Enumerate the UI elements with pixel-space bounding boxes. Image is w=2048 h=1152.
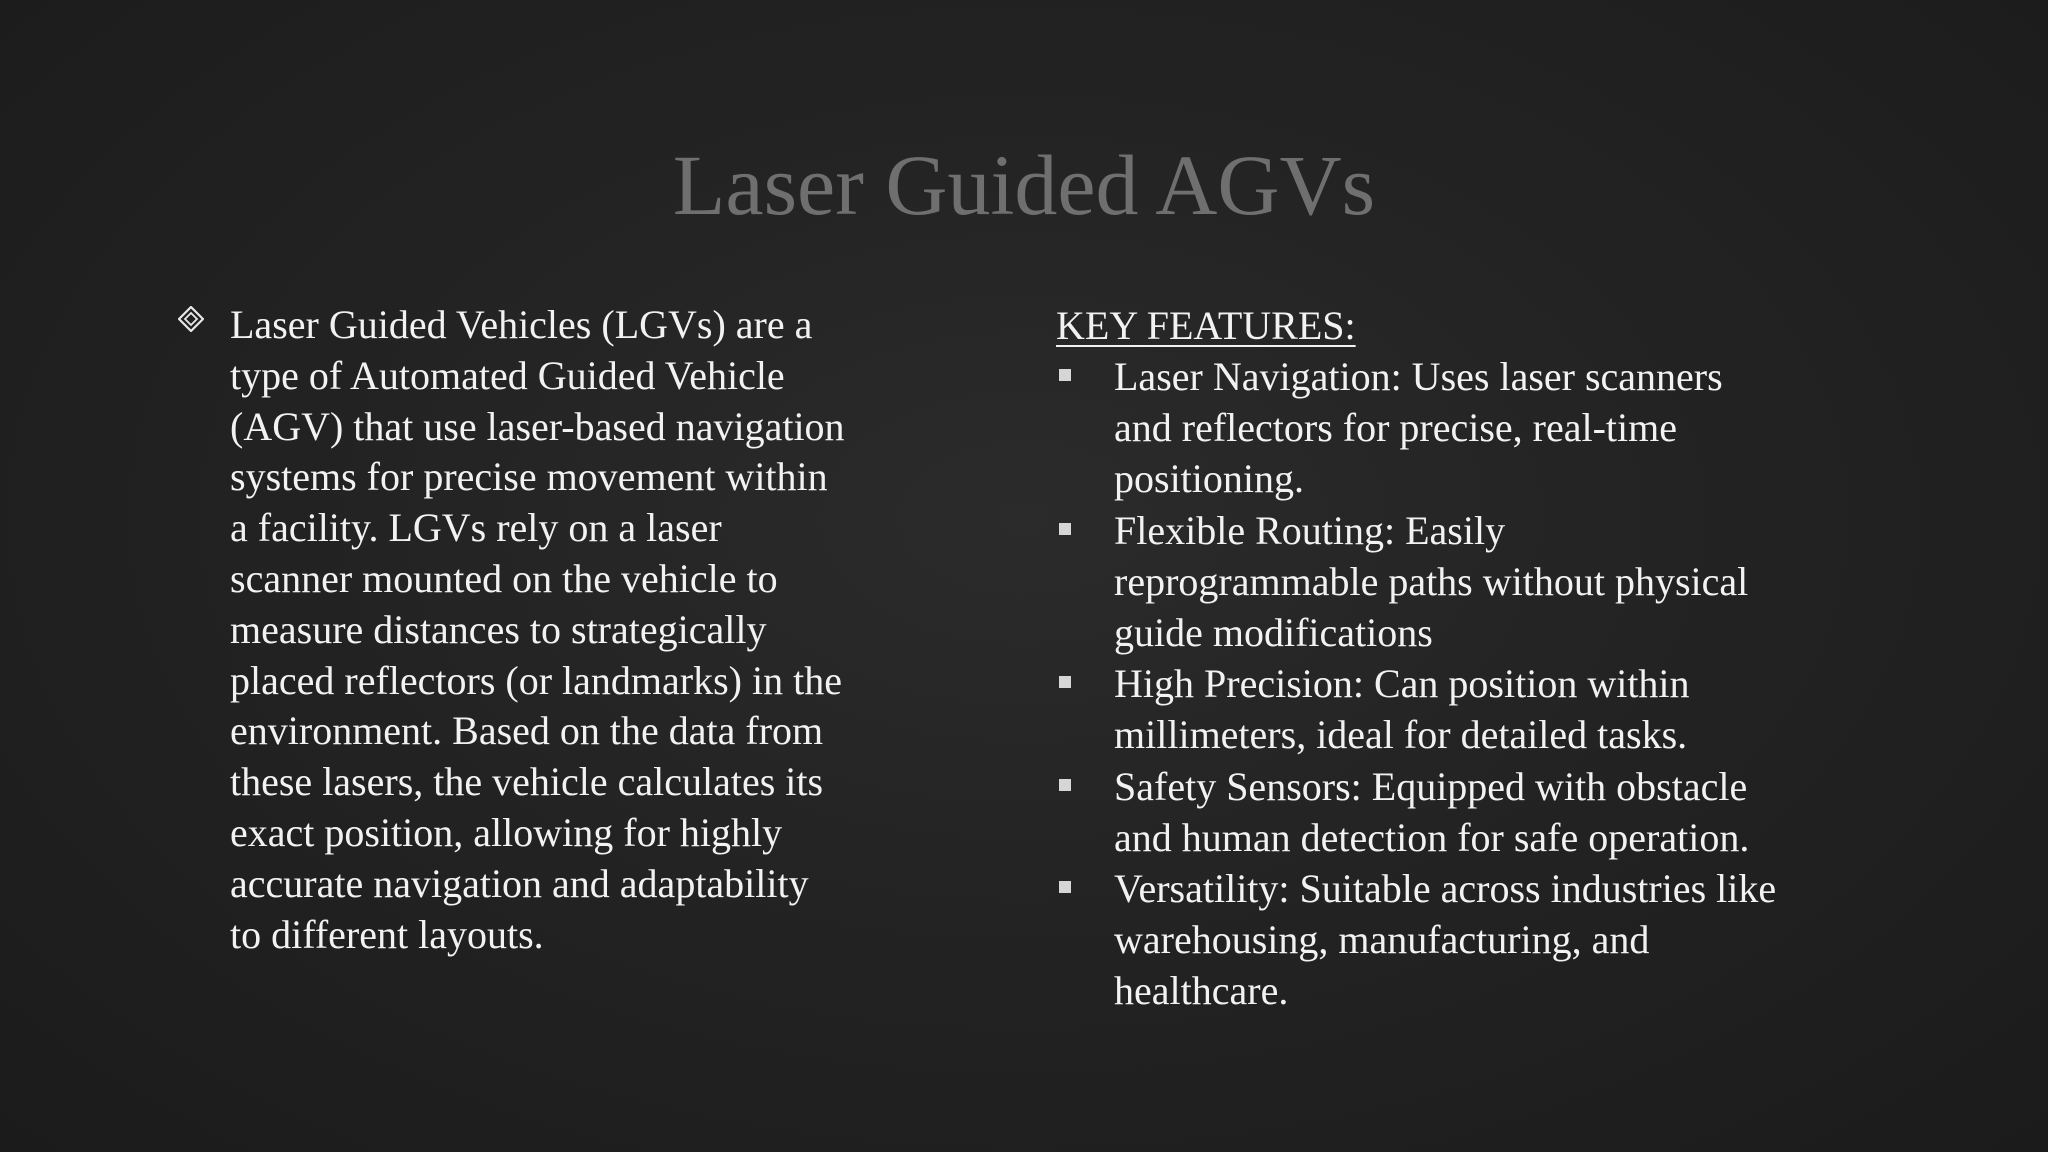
feature-line: healthcare. xyxy=(1114,968,1289,1014)
feature-line: Flexible Routing: Easily xyxy=(1114,507,1506,553)
square-bullet-icon xyxy=(1059,523,1071,535)
square-bullet-icon xyxy=(1059,369,1071,381)
description-line: environment. Based on the data from xyxy=(230,708,824,754)
description-line: these lasers, the vehicle calculates its xyxy=(230,759,824,805)
description-paragraph xyxy=(230,300,920,960)
description-line: type of Automated Guided Vehicle xyxy=(230,352,785,398)
feature-line: positioning. xyxy=(1114,456,1305,502)
feature-line: reprogrammable paths without physical xyxy=(1114,558,1749,604)
feature-line: High Precision: Can position within xyxy=(1114,661,1690,707)
description-line: Laser Guided Vehicles (LGVs) are a xyxy=(230,302,813,347)
feature-line: guide modifications xyxy=(1114,610,1433,656)
description-line: exact position, allowing for highly xyxy=(230,809,783,855)
feature-line: warehousing, manufacturing, and xyxy=(1114,917,1650,963)
features-column xyxy=(1056,300,1956,1017)
feature-list xyxy=(1056,351,1956,1017)
feature-item-laser-navigation xyxy=(1056,351,1956,505)
feature-line: Versatility: Suitable across industries like xyxy=(1114,866,1777,912)
key-features-heading: KEY FEATURES: xyxy=(1056,303,1356,348)
description-line: a facility. LGVs rely on a laser xyxy=(230,505,722,551)
feature-line: Laser Navigation: Uses laser scanners xyxy=(1114,354,1723,399)
description-line: systems for precise movement within xyxy=(230,454,828,500)
description-line: scanner mounted on the vehicle to xyxy=(230,555,778,601)
feature-line: and reflectors for precise, real-time xyxy=(1114,405,1678,451)
feature-line: millimeters, ideal for detailed tasks. xyxy=(1114,712,1688,758)
square-bullet-icon xyxy=(1059,881,1071,893)
square-bullet-icon xyxy=(1059,676,1071,688)
description-line: accurate navigation and adaptability xyxy=(230,860,809,906)
feature-line: and human detection for safe operation. xyxy=(1114,814,1750,860)
square-bullet-icon xyxy=(1059,779,1071,791)
feature-item-versatility xyxy=(1056,863,1956,1017)
diamond-outline-bullet-icon xyxy=(178,306,204,332)
description-line: placed reflectors (or landmarks) in the xyxy=(230,657,842,703)
description-line: measure distances to strategically xyxy=(230,606,767,652)
slide-title: Laser Guided AGVs xyxy=(672,137,1376,233)
description-line: (AGV) that use laser-based navigation xyxy=(230,403,845,449)
description-line: to different layouts. xyxy=(230,911,544,957)
feature-line: Safety Sensors: Equipped with obstacle xyxy=(1114,763,1748,809)
feature-item-high-precision xyxy=(1056,658,1956,760)
feature-item-safety-sensors xyxy=(1056,761,1956,863)
feature-item-flexible-routing xyxy=(1056,505,1956,659)
